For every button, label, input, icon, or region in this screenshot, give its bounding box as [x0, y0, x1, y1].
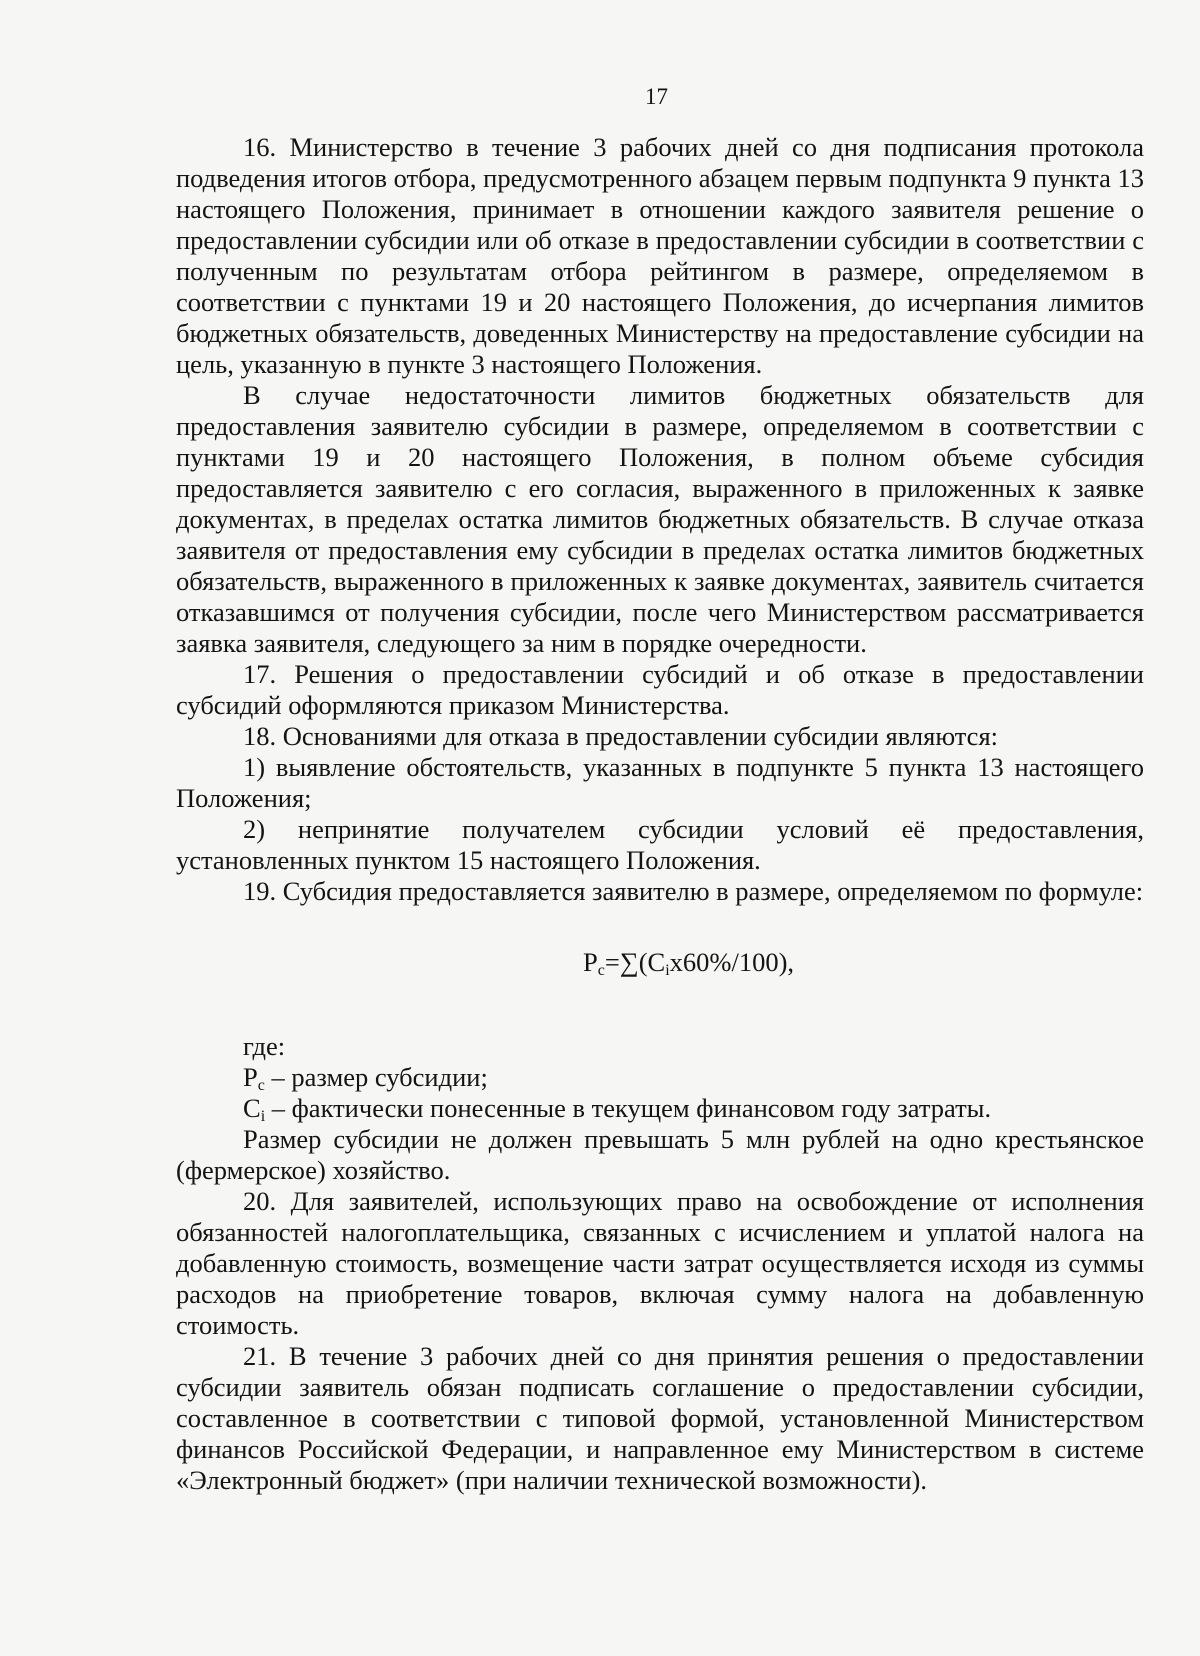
paragraph-18-item-1: 1) выявление обстоятельств, указанных в подпункте 5 пункта 13 настоящего Положения;	[176, 752, 1144, 813]
paragraph-18: 18. Основаниями для отказа в предоставлении субсидии являются:	[243, 721, 998, 751]
symbol-pc-subscript: c	[257, 1077, 265, 1094]
paragraph-18-item-2: 2) непринятие получателем субсидии условий её предоставления, установленных пунктом 15 настоящего Положения.	[176, 814, 1144, 875]
formula-rest: x60%/100),	[669, 947, 795, 977]
subsidy-limit: Размер субсидии не должен превышать 5 млн рублей на одно крестьянское (фермерское) хозяйство.	[176, 1124, 1144, 1185]
paragraph-17: 17. Решения о предоставлении субсидий и об отказе в предоставлении субсидий оформляются приказом Министерства.	[176, 659, 1144, 720]
document-body	[176, 132, 1144, 1496]
subsidy-formula	[176, 947, 1144, 978]
paragraph-20: 20. Для заявителей, использующих право на освобождение от исполнения обязанностей налогоплательщика, связанных с исчислением и уплатой налога на добавленную стоимость, возмещение части затрат осуществляется исходя из суммы расходов на приобретение товаров, включая сумму налога на добавленную стоимость.	[176, 1186, 1144, 1340]
formula-lhs: P	[583, 947, 598, 977]
symbol-pc: P	[243, 1062, 258, 1092]
where-label: где:	[243, 1031, 286, 1061]
definition-ci-text: – фактически понесенные в текущем финансовом году затраты.	[265, 1093, 992, 1123]
formula-lhs-subscript: c	[597, 962, 605, 979]
definition-pc-text: – размер субсидии;	[264, 1062, 488, 1092]
paragraph-16-second: В случае недостаточности лимитов бюджетных обязательств для предоставления заявителю субсидии в размере, определяемом в соответствии с пунктами 19 и 20 настоящего Положения, в полном объеме субсидия предоставляется заявителю с его согласия, выраженного в приложенных к заявке документах, в пределах остатка лимитов бюджетных обязательств. В случае отказа заявителя от предоставления ему субсидии в пределах остатка лимитов бюджетных обязательств, выраженного в приложенных к заявке документах, заявитель считается отказавшимся от получения субсидии, после чего Министерством рассматривается заявка заявителя, следующего за ним в порядке очередности.	[176, 380, 1144, 658]
paragraph-19: 19. Субсидия предоставляется заявителю в размере, определяемом по формуле:	[243, 876, 1144, 906]
page-number: 17	[645, 84, 668, 109]
symbol-ci-subscript: i	[260, 1108, 266, 1125]
definition-ci	[176, 1093, 1144, 1124]
formula-ci-subscript: i	[665, 962, 670, 979]
paragraph-16: 16. Министерство в течение 3 рабочих дней со дня подписания протокола подведения итогов отбора, предусмотренного абзацем первым подпункта 9 пункта 13 настоящего Положения, принимает в отношении каждого заявителя решение о предоставлении субсидии или об отказе в предоставлении субсидии в соответствии с полученным по результатам отбора рейтингом в размере, определяемом в соответствии с пунктами 19 и 20 настоящего Положения, до исчерпания лимитов бюджетных обязательств, доведенных Министерству на предоставление субсидии на цель, указанную в пункте 3 настоящего Положения.	[176, 132, 1144, 379]
paragraph-21: 21. В течение 3 рабочих дней со дня принятия решения о предоставлении субсидии заявитель обязан подписать соглашение о предоставлении субсидии, составленное в соответствии с типовой формой, установленной Министерством финансов Российской Федерации, и направленное ему Министерством в системе «Электронный бюджет» (при наличии технической возможности).	[176, 1341, 1144, 1495]
symbol-ci: C	[243, 1093, 261, 1123]
formula-sum: =∑(C	[604, 947, 666, 977]
definition-pc	[176, 1062, 1144, 1093]
